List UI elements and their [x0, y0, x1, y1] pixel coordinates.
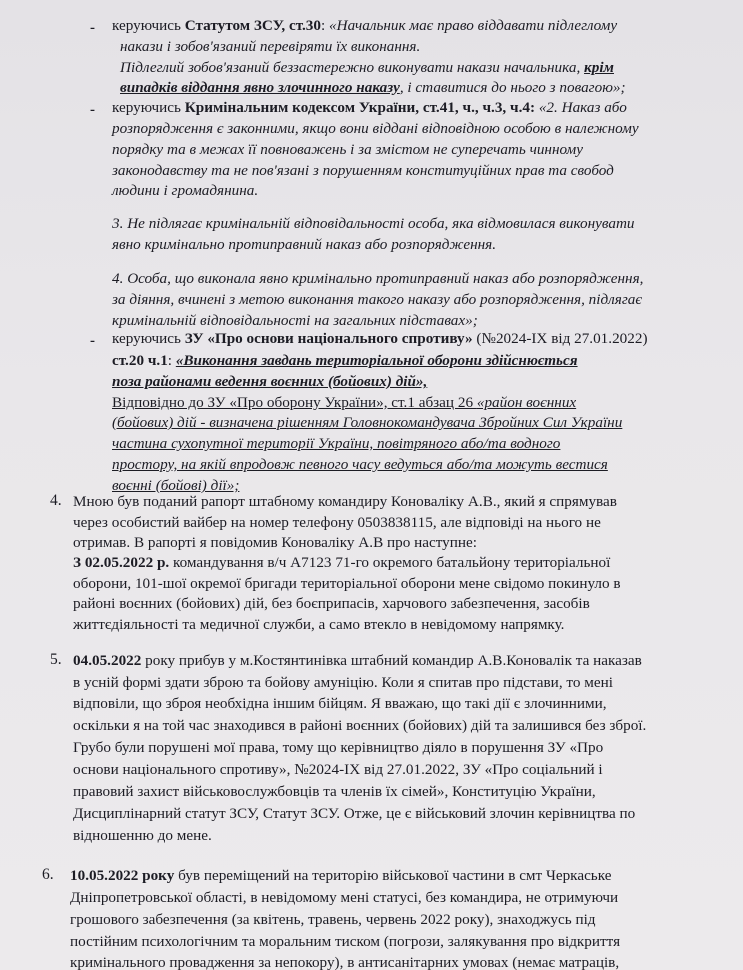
date-highlight: 04.05.2022 — [73, 652, 142, 669]
paragraph-number: 5. — [50, 651, 62, 668]
document-page: - керуючись Статутом ЗСУ, ст.30: «Начальник має право віддавати підлеглому накази і зобов'язаний перевіряти їх виконання. Підлеглий зобов'язаний беззастережно виконувати накази начальника, крім випадків віддання явно злочинного наказу, і ставитися до нього з повагою»; - керуючись Кримінальним кодексом України, ст.41, ч., ч.3, ч.4: «2. Наказ або розпорядження є законними, якщо вони віддані відповідною особою в належному порядку та в межах її повноважень і за змістом не суперечать чинному законодавству та не пов'язані з порушенням конституційних прав та свобод людини і громадянина. 3. Не підлягає кримінальній відповідальності особа, яка відмовилася виконувати явно кримінально протиправний наказ або розпорядження. 4. Особа, що виконала явно кримінально протиправний наказ або розпорядження, за діяння, вчинені з метою виконання такого наказу або розпорядження, підлягає кримінальній відповідальності на загальних підставах»; - керуючись ЗУ «Про основи національного спротиву» (№2024-IX від 27.01.2022) ст.20 ч.1: «Виконання завдань територіальної оборони здійснюється поза районами ведення воєнних (бойових) дій», Відповідно до ЗУ «Про оборону України», ст.1 абзац 26 «район воєнних (бойових) дій - визначена рішенням Головнокомандувача Збройних Сил України частина сухопутної території України, повітряного або/та водного простору, на якій впродовж певного часу ведуться або/та можуть вестися воєнні (бойові) дії»; 4. Мною був поданий рапорт штабному командиру Коновалiку А.В., який я спрямував через особистий вайбер на номер телефону 0503838115, але відповіді на нього не отримав. В рапорті я повідомив Коновалiку А.В про наступне: З 02.05.2022 р. командування в/ч А7123 71-го окремого батальйону територіальної оборони, 101-шої окремої бригади територіальної оборони мене свідомо покинуло в районі воєнних (бойових) дій, без боєприпасів, харчового забезпечення, засобів життєдіяльності та медичної служби, а само втекло в невідомому напрямку. 5. 04.05.2022 року прибув у м.Костянтинівка штабний командир А.В.Коновалік та наказав в усній формі здати зброю та бойову амуніцію. Коли я спитав про підстави, то мені відповіли, що зброя необхідна іншим бійцям. Я вважаю, що такі дії є злочинними, оскільки я на той час знаходився в районі воєнних (бойових) дій та залишився без зброї. Грубо були порушені мої права, тому що керівництво діяло в порушення ЗУ «Про основи національного спротиву», №2024-IX від 27.01.2022, ЗУ «Про соціальний і правовий захист військовослужбовців та членів їх сімей», Конституцію України, Дисциплінарний статут ЗСУ, Статут ЗСУ. Отже, це є військовий злочин керівництва по відношенню до мене. 6. 10.05.2022 року був переміщений на територію військової частини в смт Черкаське Дніпропетровської області, в невідомому мені статусі, без командира, не отримуючи грошового забезпечення (за квітень, травень, червень 2022 року), знаходжусь під постійним психологічним та моральним тиском (погрози, залякування про відкриття кримінального провадження за непокору), в антисанітарних умовах (немає матраців, — [0, 0, 743, 970]
quote-emphasis: випадків віддання явно злочинного наказу — [120, 79, 400, 96]
quote-text: Підлеглий зобов'язаний беззастережно виконувати накази начальника, — [120, 59, 585, 76]
date-highlight: З 02.05.2022 р. — [73, 554, 170, 571]
quote-emphasis: поза районами ведення воєнних (бойових) дій», — [112, 373, 428, 390]
statute-reference: Статутом ЗСУ, ст.30 — [184, 17, 321, 34]
paragraph-number: 4. — [50, 492, 62, 509]
list-dash: - — [90, 20, 95, 36]
item-prefix: керуючись — [112, 17, 185, 34]
paragraph-number: 6. — [42, 866, 54, 883]
law-reference: ЗУ «Про основи національного спротиву» — [184, 330, 473, 347]
quote-text: «Начальник має право віддавати підлеглому — [329, 17, 618, 34]
quote-emphasis: крім — [584, 59, 614, 76]
clause-4: 4. Особа, що виконала явно кримінально протиправний наказ або розпорядження, — [112, 270, 644, 287]
quote-emphasis: «Виконання завдань територіальної оборони здійснюється — [175, 352, 578, 369]
list-dash: - — [90, 102, 95, 118]
list-dash: - — [90, 333, 95, 349]
quote-text: накази і зобов'язаний перевіряти їх виконання. — [120, 38, 421, 55]
clause-3: 3. Не підлягає кримінальній відповідальності особа, яка відмовилася виконувати — [112, 215, 635, 232]
date-highlight: 10.05.2022 року — [70, 867, 175, 884]
article-reference: ст.20 ч.1 — [112, 352, 168, 369]
code-reference: Кримінальним кодексом України, ст.41, ч., ч.3, ч.4: — [184, 99, 536, 116]
